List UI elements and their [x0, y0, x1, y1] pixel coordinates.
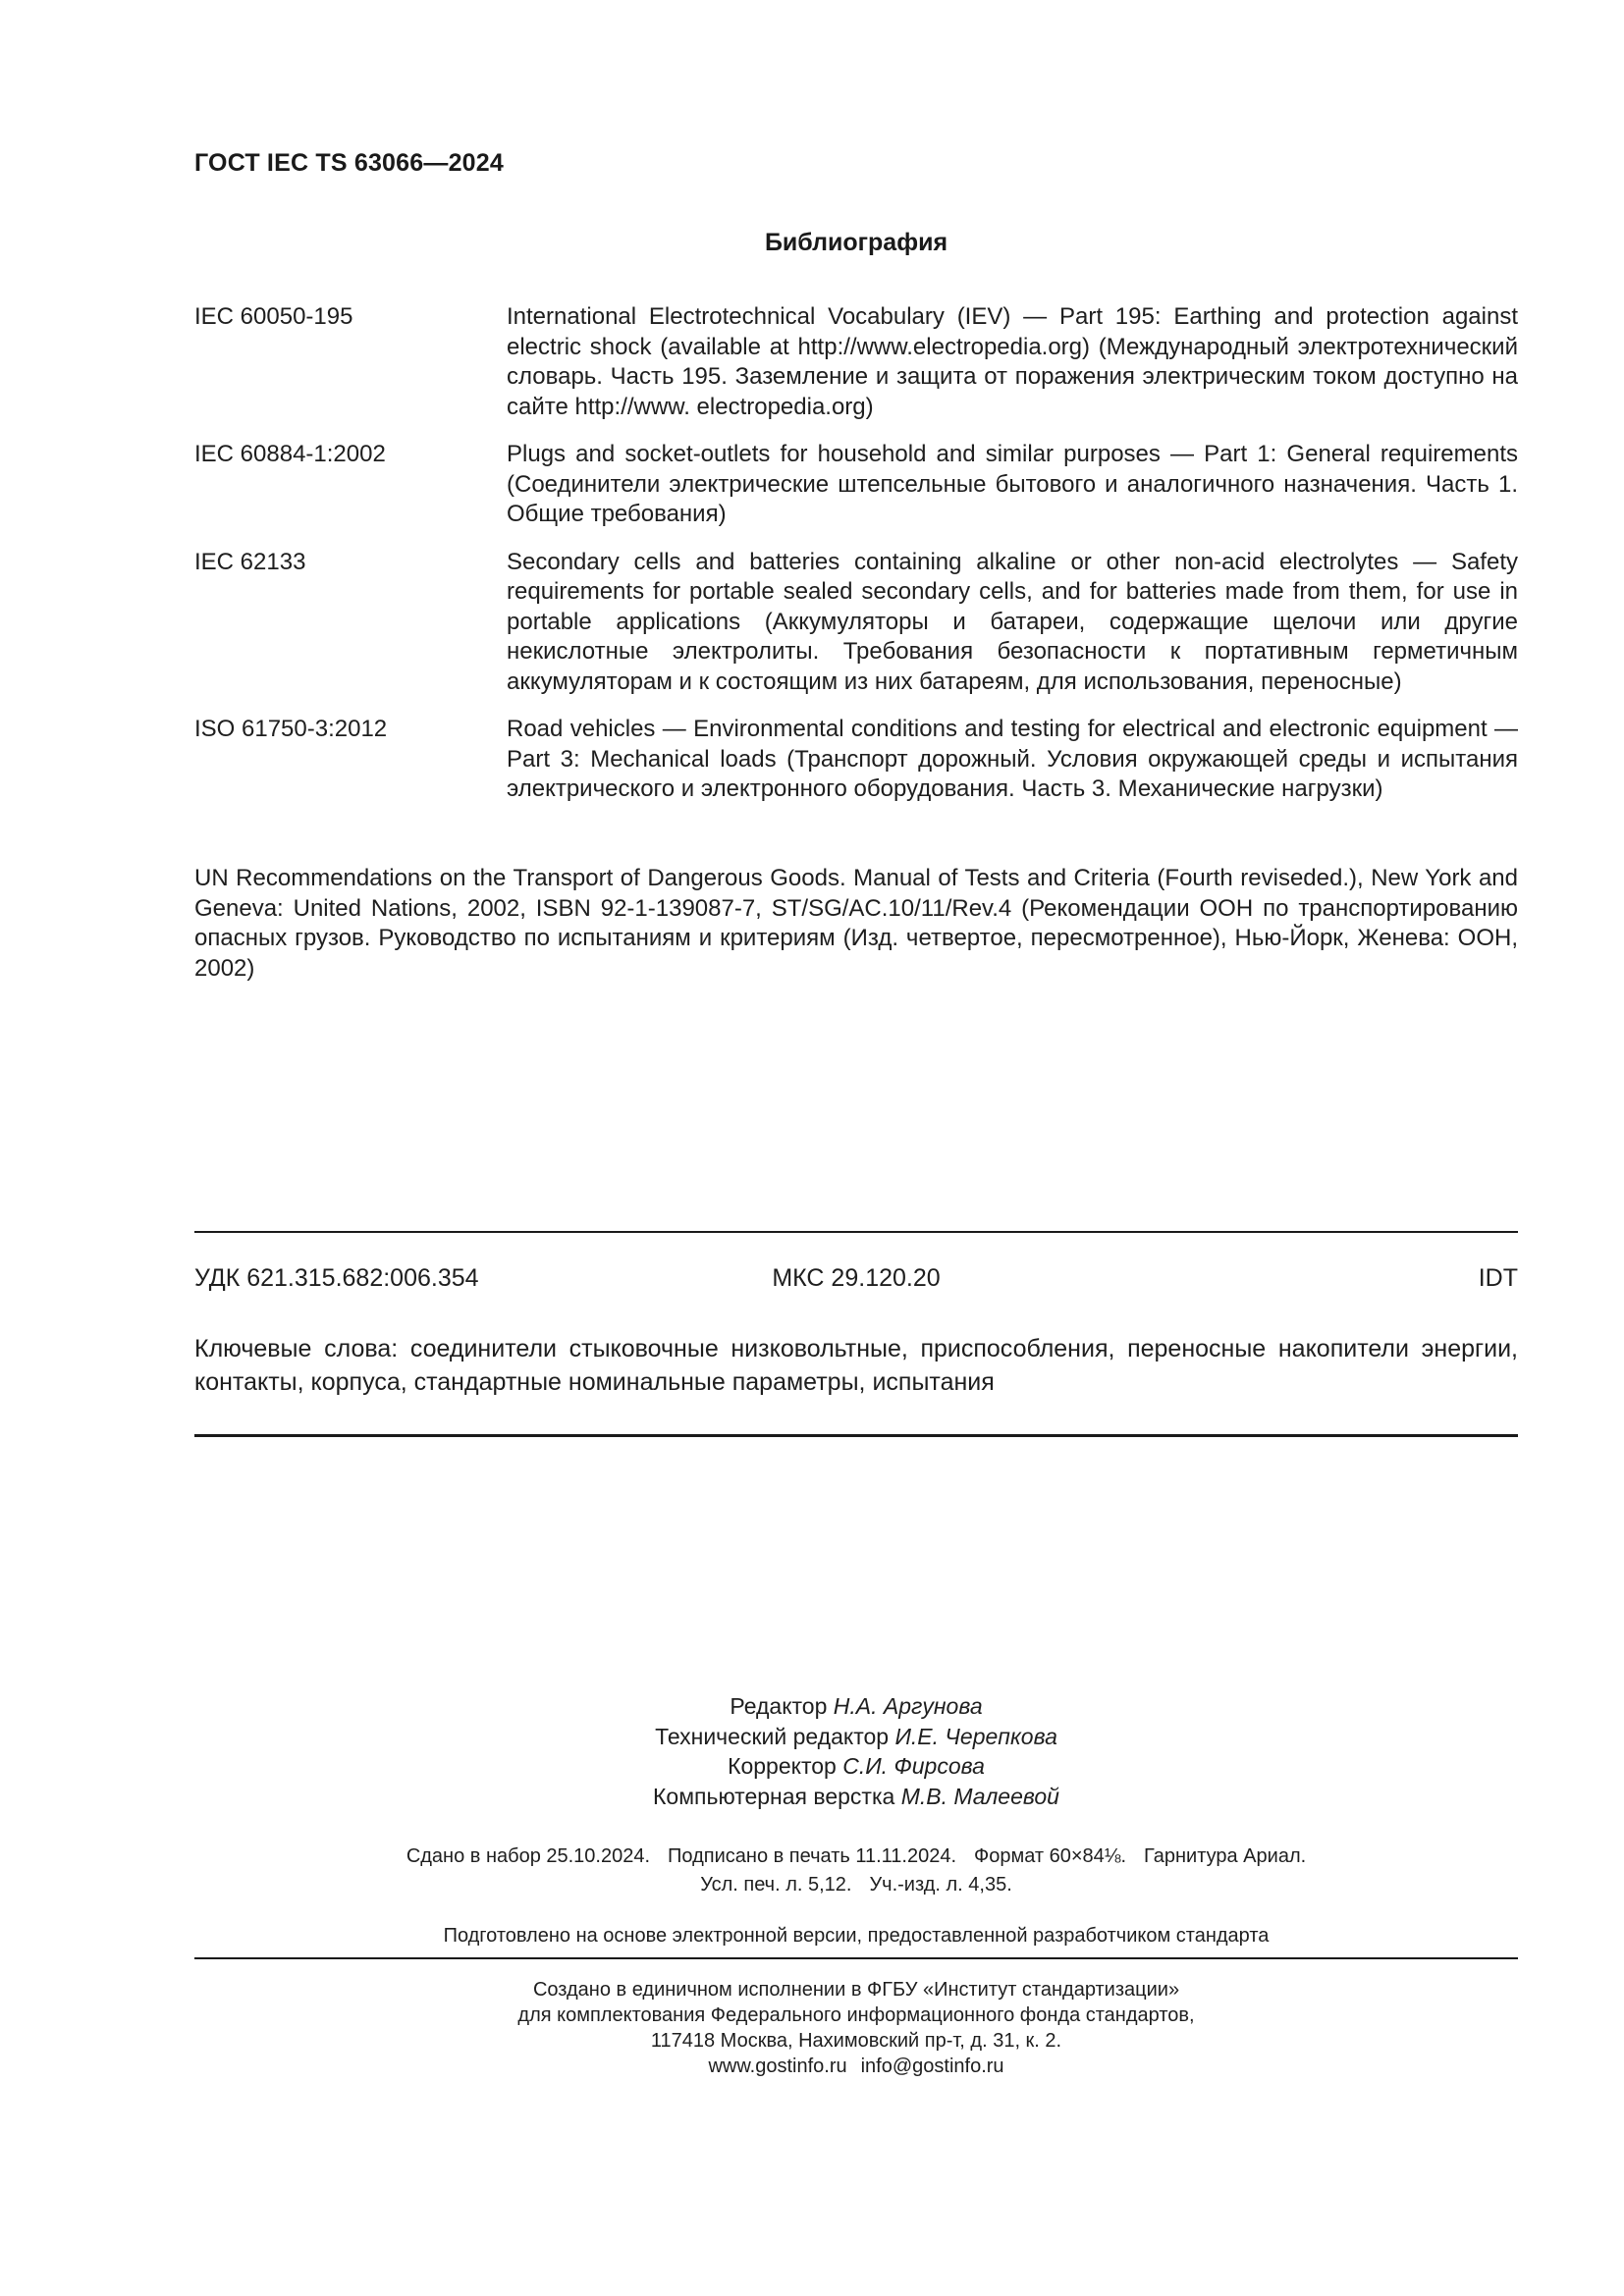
reference-text: Secondary cells and batteries containing alkaline or other non-acid electrolytes — Safety requirements for portable sealed secondary cells, and for batteries made from them, for use in portable applications (Аккумуляторы и батареи, содержащие щелочи или другие некислотные электролиты. Требования безопасности к портативным герметичным аккумуляторам и к состоящим из них батареям, для использования, переносные)	[507, 548, 1518, 695]
staff-role: Технический редактор	[655, 1723, 890, 1749]
bibliography-entry	[194, 715, 1518, 805]
print-info	[194, 1842, 1518, 1899]
typeface: Гарнитура Ариал.	[1144, 1845, 1307, 1867]
staff-name: С.И. Фирсова	[842, 1753, 985, 1779]
print-sheets: Усл. печ. л. 5,12.	[700, 1874, 852, 1896]
print-info-line	[194, 1871, 1518, 1899]
staff-credits	[194, 1691, 1518, 1811]
idt-label: IDT	[1478, 1264, 1518, 1292]
publisher-info	[194, 1977, 1518, 2079]
keywords: Ключевые слова: соединители стыковочные низковольтные, приспособления, переносные накопители энергии, контакты, корпуса, стандартные номинальные параметры, испытания	[194, 1335, 1518, 1396]
bibliography-list	[194, 302, 1518, 823]
mks-code: МКС 29.120.20	[772, 1264, 941, 1292]
staff-line	[194, 1722, 1518, 1752]
un-recommendations-reference: UN Recommendations on the Transport of Dangerous Goods. Manual of Tests and Criteria (Fourth reviseded.), New York and Geneva: United Nations, 2002, ISBN 92-1-139087-7, ST/SG/AC.10/11/Rev.4 (Рекомендации ООН по транспортированию опасных грузов. Руководство по испытаниям и критериям (Изд. четвертое, пересмотренное), Нью-Йорк, Женева: ООН, 2002)	[194, 865, 1518, 982]
staff-name: Н.А. Аргунова	[833, 1693, 983, 1719]
staff-line	[194, 1751, 1518, 1782]
publisher-contacts	[194, 2054, 1518, 2079]
bibliography-entry	[194, 302, 1518, 422]
staff-name: И.Е. Черепкова	[894, 1723, 1057, 1749]
divider-bottom	[194, 1957, 1518, 1959]
staff-line	[194, 1782, 1518, 1812]
publisher-address: 117418 Москва, Нахимовский пр-т, д. 31, к. 2.	[650, 2030, 1062, 2052]
bibliography-title: Библиография	[764, 229, 948, 256]
reference-code: IEC 60884-1:2002	[194, 441, 386, 467]
udk-code: УДК 621.315.682:006.354	[194, 1264, 479, 1292]
bibliography-entry	[194, 440, 1518, 530]
reference-text: Plugs and socket-outlets for household and similar purposes — Part 1: General requirements (Соединители электрические штепсельные бытового и аналогичного назначения. Часть 1. Общие требования)	[507, 441, 1518, 527]
bibliography-entry	[194, 548, 1518, 698]
reference-code: ISO 61750-3:2012	[194, 716, 388, 742]
staff-role: Редактор	[730, 1693, 828, 1719]
website-link[interactable]: www.gostinfo.ru	[708, 2056, 847, 2077]
staff-role: Компьютерная верстка	[653, 1783, 895, 1809]
divider-middle	[194, 1434, 1518, 1437]
email-link[interactable]: info@gostinfo.ru	[860, 2056, 1004, 2077]
publisher-line: Создано в единичном исполнении в ФГБУ «Институт стандартизации»	[532, 1979, 1180, 2001]
document-code: ГОСТ IEC TS 63066—2024	[194, 149, 504, 177]
reference-code: IEC 60050-195	[194, 303, 353, 330]
reference-text: International Electrotechnical Vocabulary (IEV) — Part 195: Earthing and protection against electric shock (available at http://www.electropedia.org) (Международный электротехнический словарь. Часть 195. Заземление и защита от поражения электрическим током доступно на сайте http://www. electropedia.org)	[507, 303, 1518, 420]
signed-date: Подписано в печать 11.11.2024.	[668, 1845, 957, 1867]
submitted-date: Сдано в набор 25.10.2024.	[406, 1845, 651, 1867]
paper-format: Формат 60×84⅛.	[974, 1845, 1127, 1867]
prepared-note: Подготовлено на основе электронной версии, предоставленной разработчиком стандарта	[443, 1925, 1270, 1947]
staff-name: М.В. Малеевой	[900, 1783, 1059, 1809]
reference-text: Road vehicles — Environmental conditions and testing for electrical and electronic equipment — Part 3: Mechanical loads (Транспорт дорожный. Условия окружающей среды и испытания электрического и электронного оборудования. Часть 3. Механические нагрузки)	[507, 716, 1518, 802]
staff-role: Корректор	[728, 1753, 837, 1779]
print-info-line	[194, 1842, 1518, 1871]
publ-sheets: Уч.-изд. л. 4,35.	[869, 1874, 1012, 1896]
divider-top	[194, 1231, 1518, 1233]
reference-code: IEC 62133	[194, 548, 306, 575]
staff-line	[194, 1691, 1518, 1722]
publisher-line: для комплектования Федерального информационного фонда стандартов,	[517, 2004, 1195, 2026]
